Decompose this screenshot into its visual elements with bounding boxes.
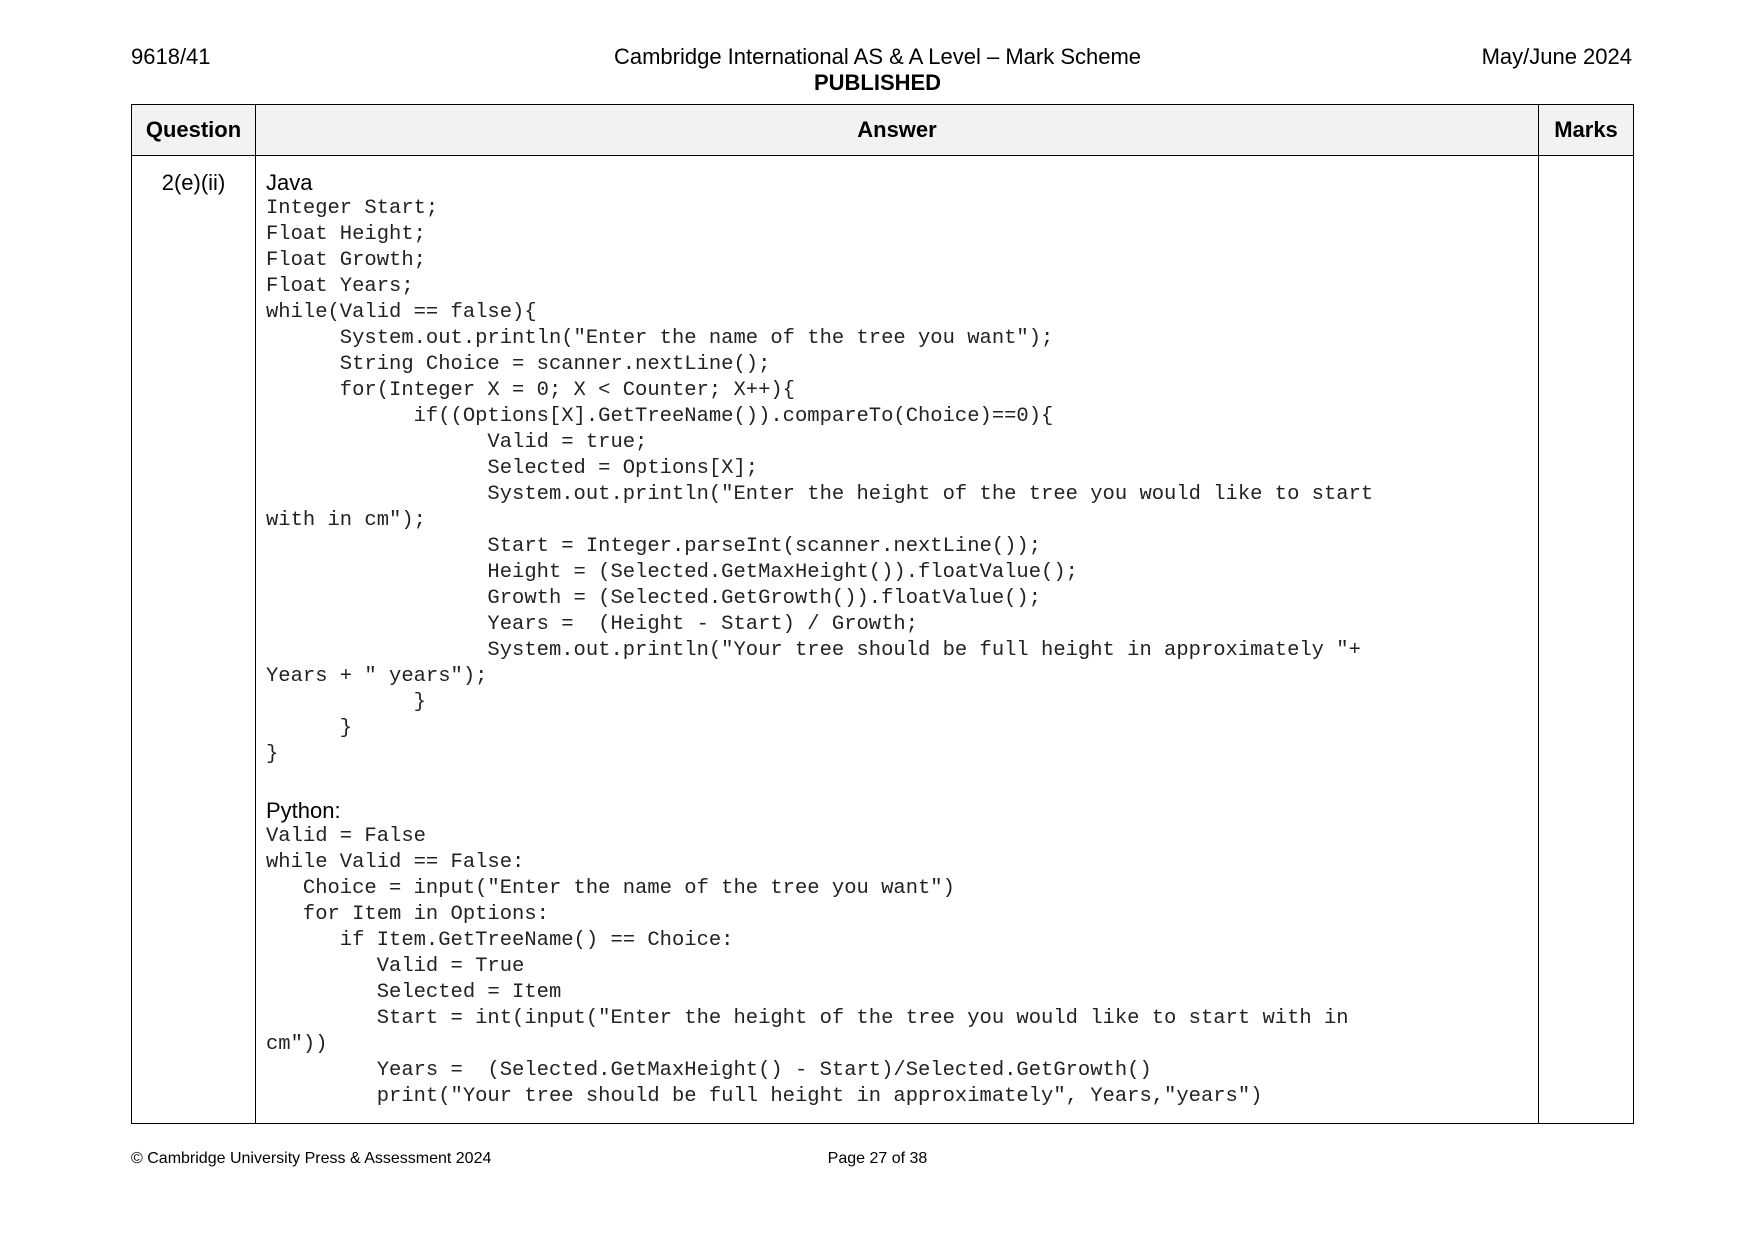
question-number: 2(e)(ii) (132, 156, 256, 1124)
document-title: Cambridge International AS & A Level – Mark Scheme (613, 44, 1142, 69)
copyright-notice: © Cambridge University Press & Assessment 2024 (131, 1150, 492, 1167)
answer-header: Answer (256, 105, 1539, 156)
table-header-row (132, 105, 1634, 156)
python-label: Python: (266, 798, 341, 823)
marks-cell (1539, 156, 1634, 1124)
answer-cell (256, 156, 1539, 1124)
exam-session: May/June 2024 (1481, 44, 1632, 69)
java-code: Integer Start; Float Height; Float Growth; Float Years; while(Valid == false){ System.out.println("Enter the name of the tree you want"); String Choice = scanner.nextLine(); for(Integer X = 0; X < Counter; X++){ if((Options[X].GetTreeName()).compareTo(Choice)==0){ Valid = true; Selected = Options[X]; System.out.println("Enter the height of the tree you would like to start with in cm"); Start = Integer.parseInt(scanner.nextLine()); Height = (Selected.GetMaxHeight()).floatValue(); Growth = (Selected.GetGrowth()).floatValue(); Years = (Height - Start) / Growth; System.out.println("Your tree should be full height in approximately "+ Years + " years"); } } } (266, 197, 1374, 766)
published-label: PUBLISHED (813, 70, 942, 95)
java-label: Java (266, 170, 313, 195)
question-header: Question (132, 105, 256, 156)
python-code: Valid = False while Valid == False: Choice = input("Enter the name of the tree you want") for Item in Options: if Item.GetTreeName() == Choice: Valid = True Selected = Item Start = int(input("Enter the height of the tree you would like to start with in cm")) Years = (Selected.GetMaxHeight() - Start)/Selected.GetGrowth() print("Your tree should be full height in approximately", Years,"years") (266, 825, 1349, 1108)
paper-code: 9618/41 (131, 44, 211, 69)
page-number: Page 27 of 38 (827, 1150, 928, 1167)
table-row (132, 156, 1634, 1124)
marks-header: Marks (1539, 105, 1634, 156)
mark-scheme-table (131, 104, 1634, 1124)
